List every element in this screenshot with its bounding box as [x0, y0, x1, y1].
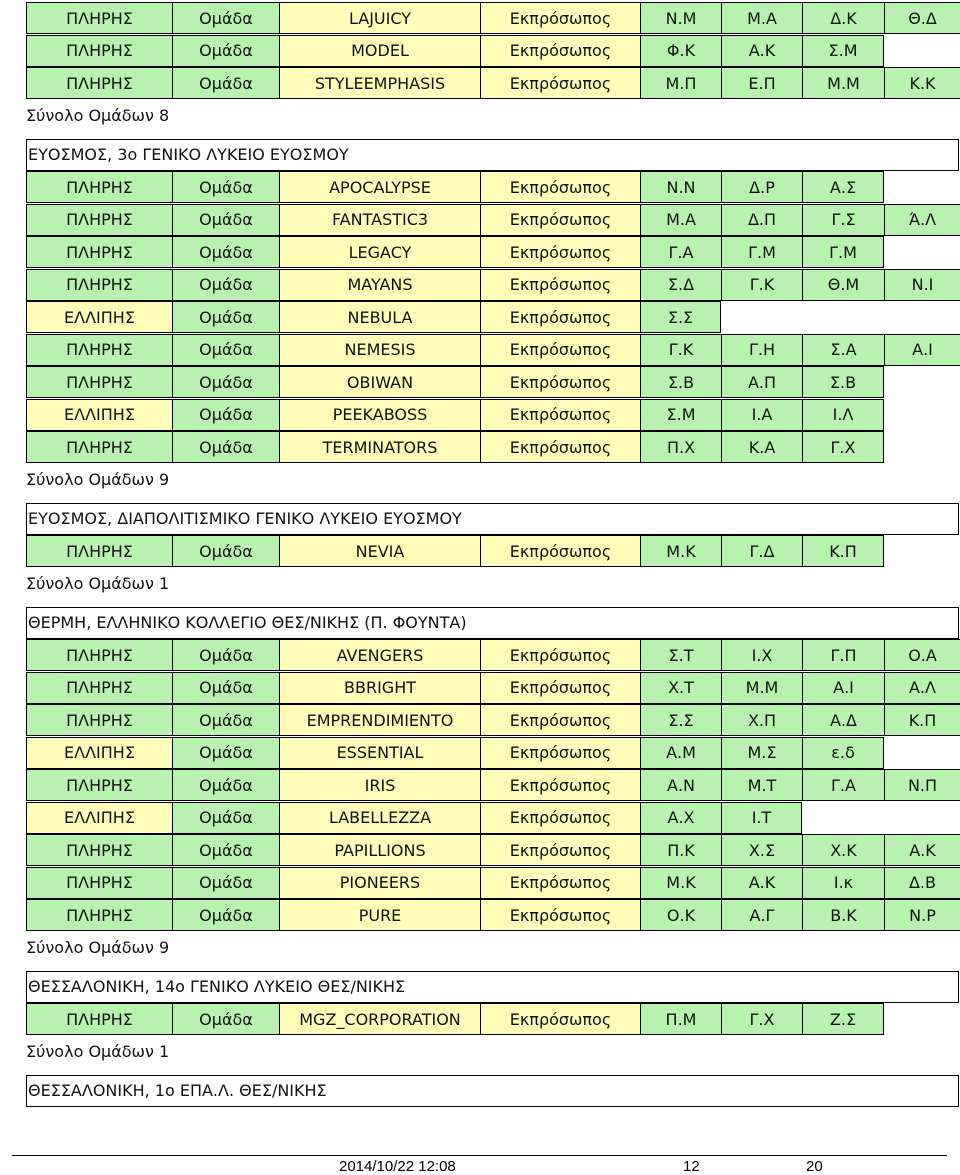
- representative-label: Εκπρόσωπος: [480, 672, 641, 704]
- team-row: [26, 35, 884, 67]
- representative-label: Εκπρόσωπος: [480, 899, 641, 931]
- member-initials: Α.Ι: [884, 334, 960, 366]
- team-row: [26, 899, 960, 931]
- team-name: MODEL: [279, 35, 481, 67]
- member-initials: Ι.Χ: [721, 639, 803, 671]
- member-initials: Α.Κ: [721, 35, 803, 67]
- member-initials: Ο.Α: [884, 639, 960, 671]
- member-initials: Α.Π: [721, 366, 803, 398]
- status-badge: ΕΛΛΙΠΗΣ: [26, 399, 173, 431]
- team-name: EMPRENDIMIENTO: [279, 704, 481, 736]
- member-initials: Γ.Κ: [721, 269, 803, 301]
- team-label: Ομάδα: [172, 2, 280, 34]
- team-name: NEVIA: [279, 535, 481, 567]
- member-initials: Α.Δ: [802, 704, 885, 736]
- team-name: LABELLEZZA: [279, 802, 481, 834]
- team-row: [26, 366, 884, 398]
- representative-initials: Μ.Κ: [640, 867, 722, 899]
- team-name: LEGACY: [279, 236, 481, 268]
- team-label: Ομάδα: [172, 769, 280, 801]
- member-initials: Ν.Ρ: [884, 899, 960, 931]
- representative-label: Εκπρόσωπος: [480, 35, 641, 67]
- team-name: IRIS: [279, 769, 481, 801]
- team-row: [26, 301, 721, 333]
- status-badge: ΠΛΗΡΗΣ: [26, 35, 173, 67]
- team-name: AVENGERS: [279, 639, 481, 671]
- status-badge: ΠΛΗΡΗΣ: [26, 204, 173, 236]
- representative-initials: Ν.Ν: [640, 171, 722, 203]
- team-name: TERMINATORS: [279, 431, 481, 463]
- team-label: Ομάδα: [172, 334, 280, 366]
- representative-label: Εκπρόσωπος: [480, 704, 641, 736]
- group-total: Σύνολο Ομάδων 9: [26, 938, 170, 957]
- status-badge: ΠΛΗΡΗΣ: [26, 899, 173, 931]
- representative-initials: Π.Μ: [640, 1003, 722, 1035]
- team-row: [26, 431, 884, 463]
- member-initials: Κ.Π: [884, 704, 960, 736]
- group-total: Σύνολο Ομάδων 1: [26, 574, 170, 593]
- member-initials: Θ.Μ: [802, 269, 885, 301]
- member-initials: Μ.Μ: [721, 672, 803, 704]
- member-initials: Γ.Χ: [802, 431, 884, 463]
- representative-label: Εκπρόσωπος: [480, 737, 641, 769]
- team-row: [26, 802, 802, 834]
- team-label: Ομάδα: [172, 204, 280, 236]
- representative-label: Εκπρόσωπος: [480, 2, 641, 34]
- team-name: PAPILLIONS: [279, 834, 481, 866]
- team-label: Ομάδα: [172, 67, 280, 99]
- team-row: [26, 704, 960, 736]
- team-row: [26, 399, 884, 431]
- team-name: BBRIGHT: [279, 672, 481, 704]
- representative-label: Εκπρόσωπος: [480, 399, 641, 431]
- team-name: STYLEEMPHASIS: [279, 67, 481, 99]
- representative-initials: Σ.Σ: [640, 704, 722, 736]
- member-initials: Α.Σ: [802, 171, 884, 203]
- team-label: Ομάδα: [172, 236, 280, 268]
- team-row: [26, 672, 960, 704]
- school-header: ΘΕΣΣΑΛΟΝΙΚΗ, 14ο ΓΕΝΙΚΟ ΛΥΚΕΙΟ ΘΕΣ/ΝΙΚΗΣ: [26, 971, 959, 1003]
- representative-initials: Μ.Α: [640, 204, 722, 236]
- member-initials: Γ.Η: [721, 334, 803, 366]
- representative-label: Εκπρόσωπος: [480, 769, 641, 801]
- representative-initials: Μ.Κ: [640, 535, 722, 567]
- team-row: [26, 2, 960, 34]
- status-badge: ΠΛΗΡΗΣ: [26, 236, 173, 268]
- team-label: Ομάδα: [172, 639, 280, 671]
- footer-page-number: 12: [683, 1158, 700, 1175]
- team-label: Ομάδα: [172, 535, 280, 567]
- member-initials: Δ.Β: [884, 867, 960, 899]
- representative-label: Εκπρόσωπος: [480, 67, 641, 99]
- representative-initials: Μ.Π: [640, 67, 722, 99]
- representative-initials: Π.Χ: [640, 431, 722, 463]
- representative-label: Εκπρόσωπος: [480, 834, 641, 866]
- representative-initials: Α.Χ: [640, 802, 722, 834]
- member-initials: Ν.Π: [884, 769, 960, 801]
- team-row: [26, 834, 960, 866]
- representative-label: Εκπρόσωπος: [480, 269, 641, 301]
- member-initials: Μ.Α: [721, 2, 803, 34]
- representative-label: Εκπρόσωπος: [480, 1003, 641, 1035]
- status-badge: ΠΛΗΡΗΣ: [26, 704, 173, 736]
- representative-label: Εκπρόσωπος: [480, 639, 641, 671]
- representative-initials: Γ.Α: [640, 236, 722, 268]
- team-name: FANTASTIC3: [279, 204, 481, 236]
- representative-initials: Σ.Σ: [640, 301, 721, 333]
- representative-label: Εκπρόσωπος: [480, 802, 641, 834]
- member-initials: Χ.Σ: [721, 834, 803, 866]
- team-label: Ομάδα: [172, 399, 280, 431]
- member-initials: Ι.κ: [802, 867, 885, 899]
- representative-label: Εκπρόσωπος: [480, 535, 641, 567]
- status-badge: ΠΛΗΡΗΣ: [26, 867, 173, 899]
- status-badge: ΠΛΗΡΗΣ: [26, 639, 173, 671]
- representative-initials: Σ.Δ: [640, 269, 722, 301]
- team-name: NEBULA: [279, 301, 481, 333]
- representative-label: Εκπρόσωπος: [480, 431, 641, 463]
- team-label: Ομάδα: [172, 834, 280, 866]
- team-label: Ομάδα: [172, 35, 280, 67]
- team-row: [26, 535, 884, 567]
- representative-label: Εκπρόσωπος: [480, 301, 641, 333]
- status-badge: ΠΛΗΡΗΣ: [26, 67, 173, 99]
- team-label: Ομάδα: [172, 899, 280, 931]
- team-name: OBIWAN: [279, 366, 481, 398]
- member-initials: Γ.Μ: [721, 236, 803, 268]
- footer-timestamp: 2014/10/22 12:08: [339, 1158, 456, 1175]
- member-initials: Α.Λ: [884, 672, 960, 704]
- member-initials: Α.Κ: [721, 867, 803, 899]
- member-initials: Ε.Π: [721, 67, 803, 99]
- member-initials: Γ.Δ: [721, 535, 803, 567]
- member-initials: Ζ.Σ: [802, 1003, 884, 1035]
- representative-label: Εκπρόσωπος: [480, 867, 641, 899]
- team-label: Ομάδα: [172, 704, 280, 736]
- member-initials: Χ.Π: [721, 704, 803, 736]
- team-label: Ομάδα: [172, 269, 280, 301]
- team-label: Ομάδα: [172, 737, 280, 769]
- status-badge: ΕΛΛΙΠΗΣ: [26, 737, 173, 769]
- team-row: [26, 204, 960, 236]
- member-initials: Μ.Τ: [721, 769, 803, 801]
- representative-initials: Α.Ν: [640, 769, 722, 801]
- school-header: ΘΕΡΜΗ, ΕΛΛΗΝΙΚΟ ΚΟΛΛΕΓΙΟ ΘΕΣ/ΝΙΚΗΣ (Π. ΦΟΥΝΤΑ): [26, 607, 959, 639]
- member-initials: Α.Ι: [802, 672, 885, 704]
- team-label: Ομάδα: [172, 1003, 280, 1035]
- status-badge: ΕΛΛΙΠΗΣ: [26, 301, 173, 333]
- team-row: [26, 737, 884, 769]
- representative-initials: Γ.Κ: [640, 334, 722, 366]
- team-label: Ομάδα: [172, 802, 280, 834]
- member-initials: Σ.Α: [802, 334, 885, 366]
- member-initials: Δ.Π: [721, 204, 803, 236]
- team-name: NEMESIS: [279, 334, 481, 366]
- footer-rule: [12, 1155, 947, 1156]
- member-initials: Ι.Τ: [721, 802, 802, 834]
- member-initials: ε.δ: [802, 737, 884, 769]
- member-initials: Ι.Α: [721, 399, 803, 431]
- representative-initials: Σ.Β: [640, 366, 722, 398]
- member-initials: Σ.Μ: [802, 35, 884, 67]
- team-label: Ομάδα: [172, 867, 280, 899]
- team-row: [26, 269, 960, 301]
- status-badge: ΠΛΗΡΗΣ: [26, 431, 173, 463]
- member-initials: Δ.Ρ: [721, 171, 803, 203]
- team-name: LAJUICY: [279, 2, 481, 34]
- representative-label: Εκπρόσωπος: [480, 204, 641, 236]
- team-label: Ομάδα: [172, 672, 280, 704]
- status-badge: ΠΛΗΡΗΣ: [26, 366, 173, 398]
- member-initials: Κ.Κ: [884, 67, 960, 99]
- representative-initials: Φ.Κ: [640, 35, 722, 67]
- team-row: [26, 334, 960, 366]
- team-name: MGZ_CORPORATION: [279, 1003, 481, 1035]
- member-initials: Γ.Σ: [802, 204, 885, 236]
- member-initials: Γ.Μ: [802, 236, 884, 268]
- representative-label: Εκπρόσωπος: [480, 334, 641, 366]
- status-badge: ΠΛΗΡΗΣ: [26, 2, 173, 34]
- representative-label: Εκπρόσωπος: [480, 171, 641, 203]
- representative-initials: Ν.Μ: [640, 2, 722, 34]
- team-row: [26, 1003, 884, 1035]
- member-initials: Α.Γ: [721, 899, 803, 931]
- member-initials: Γ.Α: [802, 769, 885, 801]
- status-badge: ΕΛΛΙΠΗΣ: [26, 802, 173, 834]
- member-initials: Δ.Κ: [802, 2, 885, 34]
- status-badge: ΠΛΗΡΗΣ: [26, 171, 173, 203]
- member-initials: Ν.Ι: [884, 269, 960, 301]
- member-initials: Μ.Μ: [802, 67, 885, 99]
- team-label: Ομάδα: [172, 301, 280, 333]
- status-badge: ΠΛΗΡΗΣ: [26, 769, 173, 801]
- member-initials: Α.Κ: [884, 834, 960, 866]
- member-initials: Γ.Π: [802, 639, 885, 671]
- group-total: Σύνολο Ομάδων 9: [26, 470, 170, 489]
- team-label: Ομάδα: [172, 431, 280, 463]
- team-name: PIONEERS: [279, 867, 481, 899]
- representative-initials: Σ.Μ: [640, 399, 722, 431]
- status-badge: ΠΛΗΡΗΣ: [26, 535, 173, 567]
- status-badge: ΠΛΗΡΗΣ: [26, 334, 173, 366]
- school-header: ΕΥΟΣΜΟΣ, 3ο ΓΕΝΙΚΟ ΛΥΚΕΙΟ ΕΥΟΣΜΟΥ: [26, 139, 959, 171]
- member-initials: Κ.Α: [721, 431, 803, 463]
- team-row: [26, 236, 884, 268]
- footer-total-pages: 20: [806, 1158, 823, 1175]
- status-badge: ΠΛΗΡΗΣ: [26, 1003, 173, 1035]
- representative-initials: Σ.Τ: [640, 639, 722, 671]
- team-row: [26, 639, 960, 671]
- school-header: ΘΕΣΣΑΛΟΝΙΚΗ, 1ο ΕΠΑ.Λ. ΘΕΣ/ΝΙΚΗΣ: [26, 1075, 959, 1107]
- team-name: PURE: [279, 899, 481, 931]
- team-row: [26, 769, 960, 801]
- member-initials: Ά.Λ: [884, 204, 960, 236]
- member-initials: Θ.Δ: [884, 2, 960, 34]
- representative-initials: Χ.Τ: [640, 672, 722, 704]
- member-initials: Β.Κ: [802, 899, 885, 931]
- status-badge: ΠΛΗΡΗΣ: [26, 269, 173, 301]
- member-initials: Σ.Β: [802, 366, 884, 398]
- team-row: [26, 171, 884, 203]
- team-label: Ομάδα: [172, 171, 280, 203]
- member-initials: Μ.Σ: [721, 737, 803, 769]
- team-name: APOCALYPSE: [279, 171, 481, 203]
- status-badge: ΠΛΗΡΗΣ: [26, 834, 173, 866]
- team-label: Ομάδα: [172, 366, 280, 398]
- representative-initials: Ο.Κ: [640, 899, 722, 931]
- member-initials: Χ.Κ: [802, 834, 885, 866]
- team-name: ESSENTIAL: [279, 737, 481, 769]
- team-name: PEEKABOSS: [279, 399, 481, 431]
- representative-initials: Π.Κ: [640, 834, 722, 866]
- member-initials: Κ.Π: [802, 535, 884, 567]
- status-badge: ΠΛΗΡΗΣ: [26, 672, 173, 704]
- team-row: [26, 67, 960, 99]
- team-name: MAYANS: [279, 269, 481, 301]
- group-total: Σύνολο Ομάδων 1: [26, 1042, 170, 1061]
- representative-initials: Α.Μ: [640, 737, 722, 769]
- member-initials: Ι.Λ: [802, 399, 884, 431]
- school-header: ΕΥΟΣΜΟΣ, ΔΙΑΠΟΛΙΤΙΣΜΙΚΟ ΓΕΝΙΚΟ ΛΥΚΕΙΟ ΕΥΟΣΜΟΥ: [26, 503, 959, 535]
- representative-label: Εκπρόσωπος: [480, 366, 641, 398]
- member-initials: Γ.Χ: [721, 1003, 803, 1035]
- team-row: [26, 867, 960, 899]
- representative-label: Εκπρόσωπος: [480, 236, 641, 268]
- group-total: Σύνολο Ομάδων 8: [26, 106, 170, 125]
